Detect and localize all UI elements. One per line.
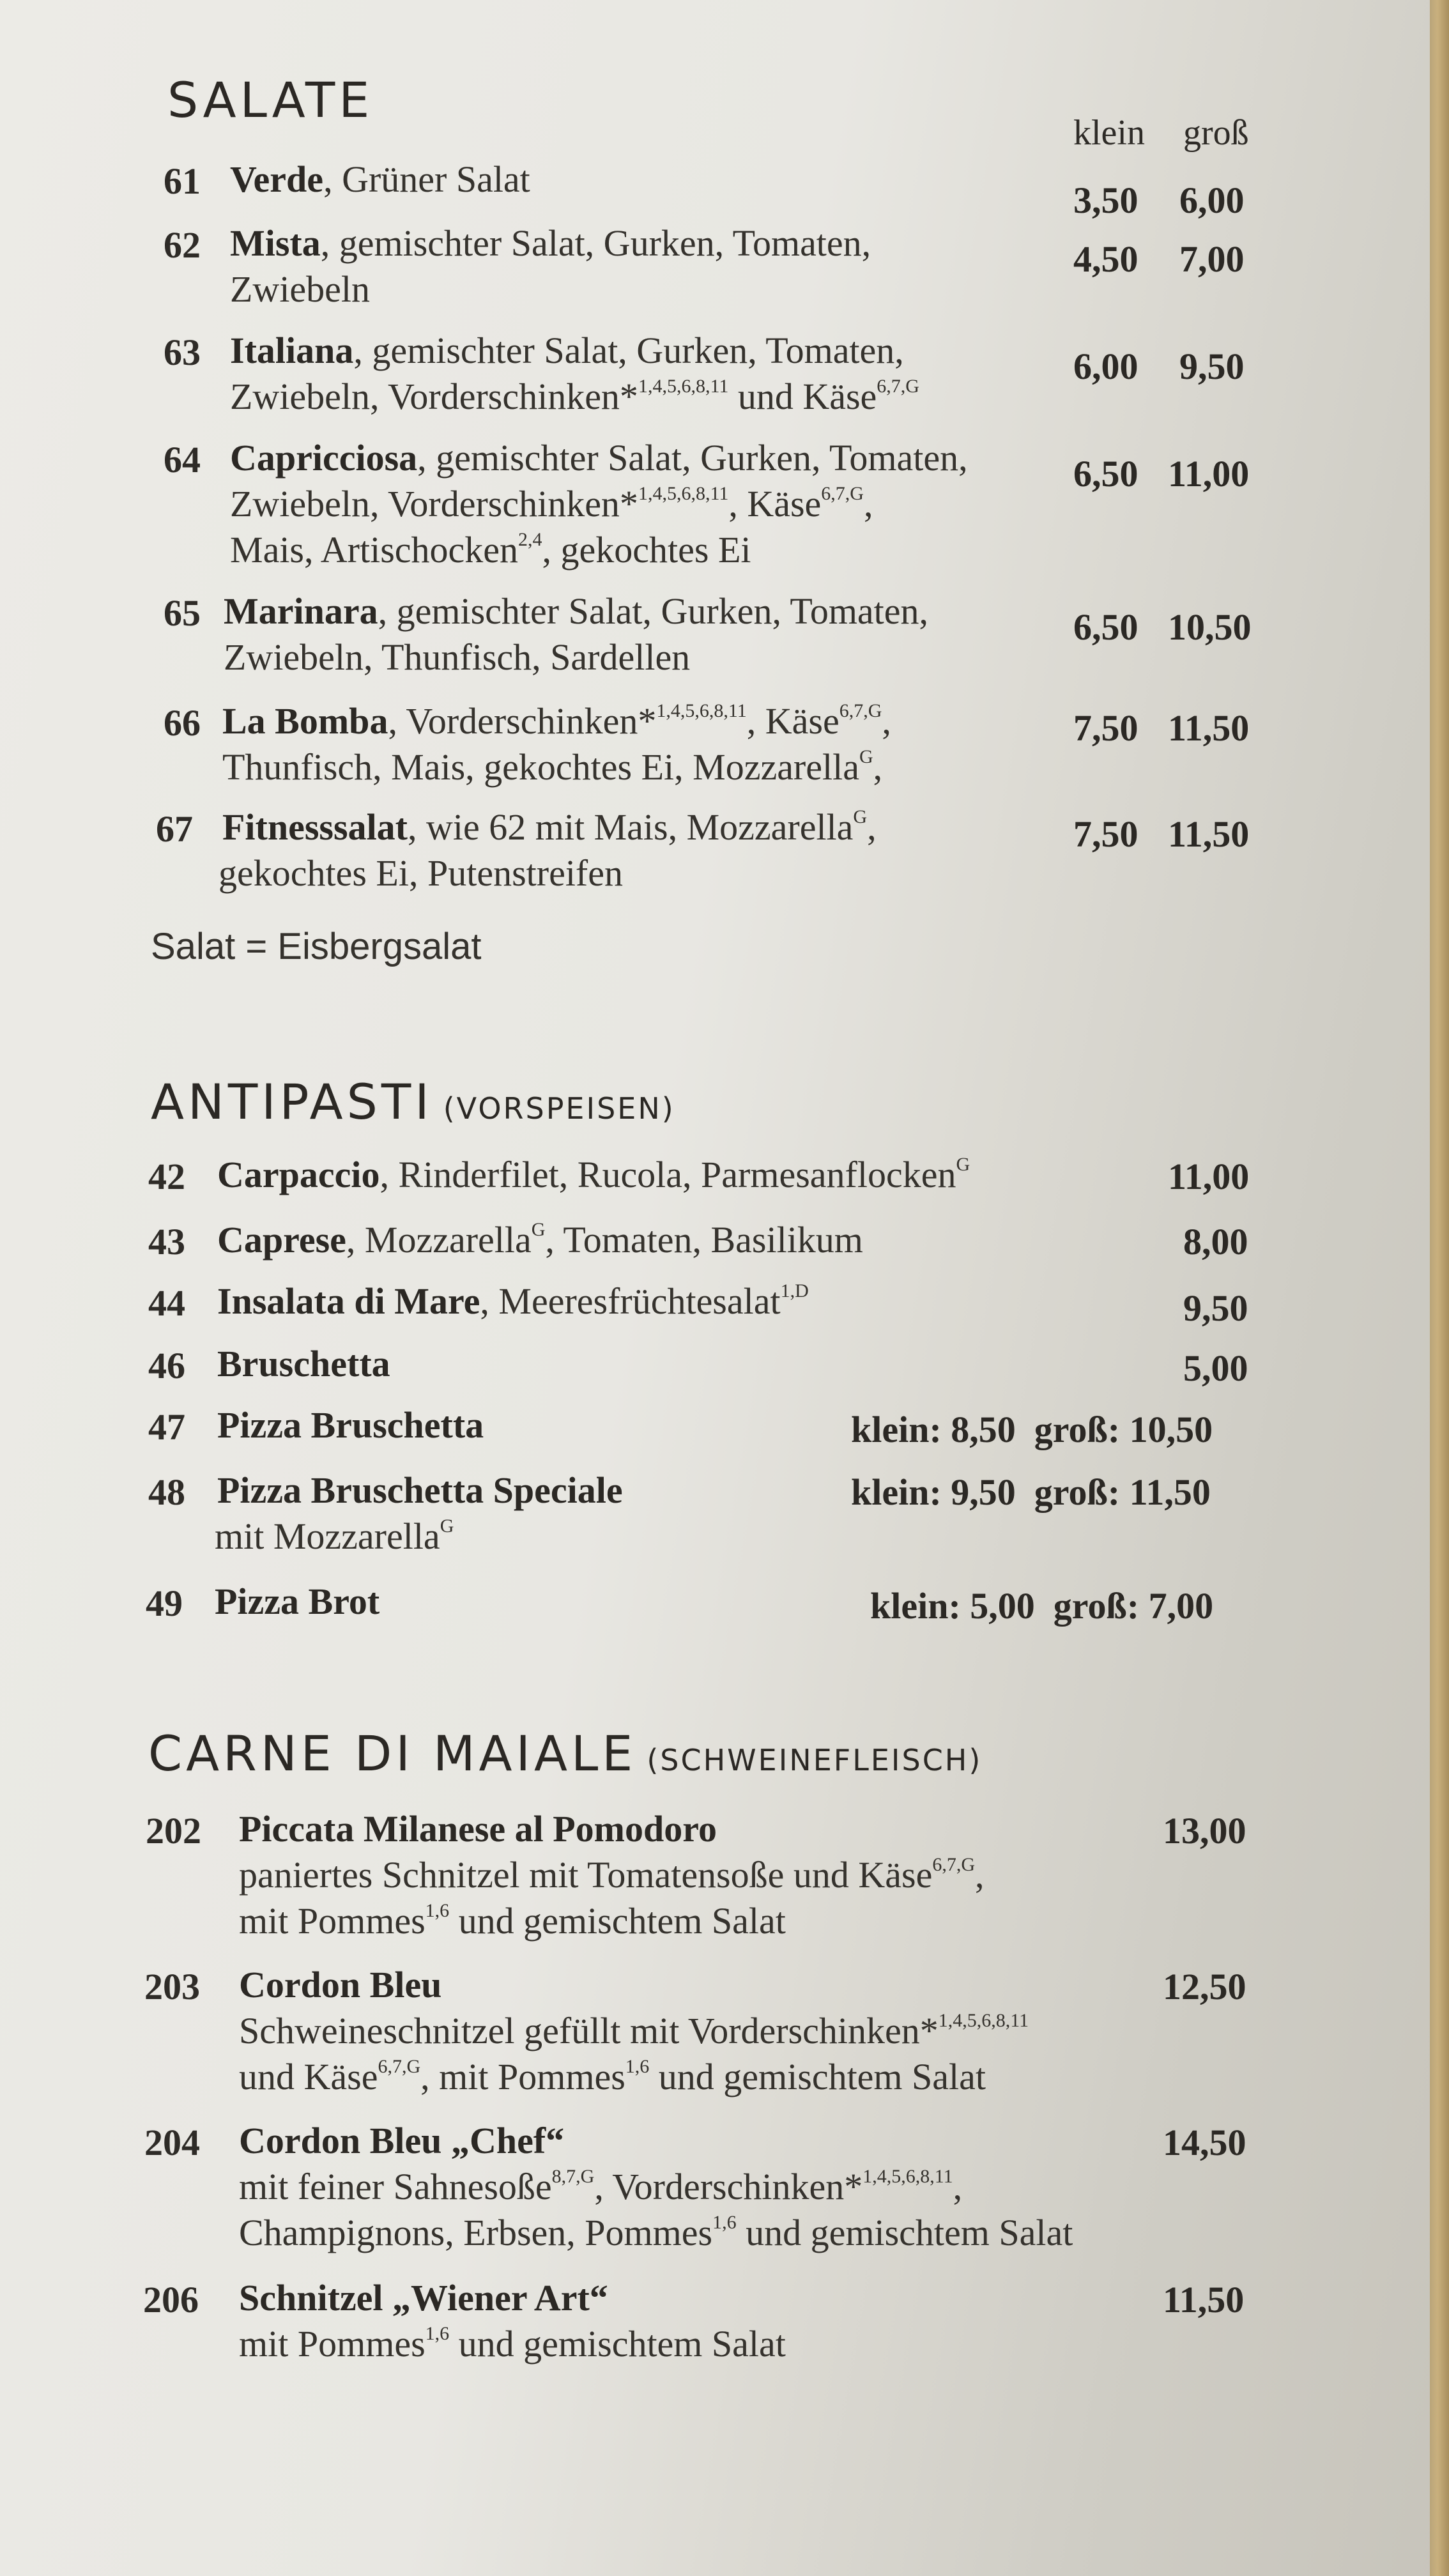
item-description: Insalata di Mare, Meeresfrüchtesalat$^{1,D}$: [217, 1280, 809, 1322]
item-description: [239, 1959, 441, 2011]
item-description-line2: Thunfisch, Mais, gekochtes Ei, Mozzarella$^G$,: [222, 746, 883, 788]
item-description: Mista, gemischter Salat, Gurken, Tomaten,: [230, 222, 871, 264]
item-price: 11,00: [1168, 1156, 1250, 1197]
price-small: 7,50: [1073, 707, 1138, 749]
item-price: 5,00: [1183, 1347, 1248, 1389]
price-large: 6,00: [1179, 180, 1245, 221]
item-name: Capricciosa: [230, 437, 418, 479]
price-small: 4,50: [1073, 238, 1138, 280]
item-description: [239, 2115, 564, 2167]
item-name: Bruschetta: [217, 1343, 390, 1384]
item-description-line2: Zwiebeln: [230, 268, 371, 310]
item-number: 42: [148, 1156, 185, 1197]
item-description-line3: und Käse$^{6,7,G}$, mit Pommes$^{1,6}$ und gemischtem Salat: [239, 2056, 986, 2097]
item-description: Carpaccio, Rinderfilet, Rucola, Parmesanflocken$^G$: [217, 1154, 970, 1195]
item-number: 204: [144, 2122, 200, 2163]
item-number: 66: [164, 702, 201, 744]
item-description-line2: Zwiebeln, Vorderschinken*$^{1,4,5,6,8,11}$, Käse$^{6,7,G}$,: [230, 483, 873, 525]
item-description-line2: Schweineschnitzel gefüllt mit Vorderschinken*$^{1,4,5,6,8,11}$: [239, 2010, 1029, 2051]
item-name: Pizza Brot: [215, 1581, 380, 1622]
item-number: 203: [144, 1966, 200, 2007]
item-name: Pizza Bruschetta: [217, 1404, 484, 1446]
item-name: La Bomba: [222, 700, 388, 742]
item-name: Fitnesssalat: [222, 806, 408, 848]
section-title: ANTIPASTI: [151, 1073, 433, 1130]
item-price: 9,50: [1183, 1287, 1248, 1329]
section-heading-salate: [167, 72, 373, 128]
item-number: 62: [164, 224, 201, 266]
item-number: 202: [146, 1810, 201, 1851]
item-number: 47: [148, 1406, 185, 1448]
item-description: Marinara, gemischter Salat, Gurken, Tomaten,: [224, 590, 929, 632]
section-title: CARNE DI MAIALE: [148, 1725, 637, 1782]
item-number: 48: [148, 1471, 185, 1513]
item-price: 11,50: [1163, 2279, 1245, 2320]
item-name: Marinara: [224, 590, 378, 632]
item-description-line2: mit Mozzarella$^G$: [215, 1515, 454, 1557]
item-description: [217, 1464, 623, 1517]
item-description-line3: mit Pommes$^{1,6}$ und gemischtem Salat: [239, 1900, 786, 1942]
item-description: [239, 2272, 608, 2324]
item-name: Verde: [230, 158, 324, 200]
item-name: Cordon Bleu: [239, 1964, 442, 2005]
item-price: klein: 5,00 groß: 7,00: [870, 1585, 1214, 1627]
item-description: Verde, Grüner Salat: [230, 158, 530, 200]
item-description-line2: mit feiner Sahnesoße$^{8,7,G}$, Vorderschinken*$^{1,4,5,6,8,11}$,: [239, 2166, 963, 2207]
item-description: [217, 1399, 484, 1452]
item-name: Schnitzel „Wiener Art“: [239, 2277, 608, 2319]
price-large: 7,00: [1179, 238, 1245, 280]
item-number: 43: [148, 1221, 185, 1262]
column-header-large: groß: [1183, 113, 1249, 153]
item-description: [239, 1803, 717, 1855]
price-large: 11,00: [1168, 453, 1250, 494]
section-subtitle: (VORSPEISEN): [443, 1091, 675, 1126]
item-number: 65: [164, 592, 201, 634]
price-large: 11,50: [1168, 707, 1250, 749]
item-name: Piccata Milanese al Pomodoro: [239, 1808, 717, 1850]
item-description: Caprese, Mozzarella$^G$, Tomaten, Basilikum: [217, 1219, 863, 1261]
salad-note: Salat = Eisbergsalat: [151, 926, 482, 967]
item-name: Caprese: [217, 1219, 346, 1261]
item-description-line2: mit Pommes$^{1,6}$ und gemischtem Salat: [239, 2323, 786, 2365]
price-small: 7,50: [1073, 813, 1138, 855]
item-name: Insalata di Mare: [217, 1280, 480, 1322]
item-description-line3: Mais, Artischocken$^{2,4}$, gekochtes Ei: [230, 529, 751, 571]
item-description: Capricciosa, gemischter Salat, Gurken, Tomaten,: [230, 437, 968, 479]
menu-edge: [1430, 0, 1449, 2576]
item-number: 64: [164, 439, 201, 480]
item-description-line3: Champignons, Erbsen, Pommes$^{1,6}$ und gemischtem Salat: [239, 2212, 1073, 2253]
price-small: 3,50: [1073, 180, 1138, 221]
column-header-small: klein: [1073, 113, 1145, 153]
item-name: Pizza Bruschetta Speciale: [217, 1469, 623, 1511]
item-number: 206: [143, 2279, 199, 2320]
price-large: 10,50: [1168, 606, 1252, 648]
item-description: [215, 1575, 379, 1628]
item-description: La Bomba, Vorderschinken*$^{1,4,5,6,8,11}$, Käse$^{6,7,G}$,: [222, 700, 891, 742]
item-name: Carpaccio: [217, 1154, 380, 1195]
item-name: Mista: [230, 222, 321, 264]
item-description-line2: gekochtes Ei, Putenstreifen: [218, 852, 623, 894]
item-price: 13,00: [1163, 1810, 1246, 1851]
section-heading-antipasti: [151, 1073, 675, 1130]
item-name: Cordon Bleu „Chef“: [239, 2120, 565, 2161]
item-price: klein: 9,50 groß: 11,50: [851, 1471, 1211, 1513]
item-number: 46: [148, 1345, 185, 1386]
item-price: 12,50: [1163, 1966, 1246, 2007]
item-number: 67: [156, 808, 193, 850]
item-description: [217, 1338, 390, 1390]
item-description-line2: Zwiebeln, Vorderschinken*$^{1,4,5,6,8,11}$ und Käse$^{6,7,G}$: [230, 376, 919, 417]
section-subtitle: (SCHWEINEFLEISCH): [647, 1743, 983, 1777]
item-number: 49: [146, 1583, 183, 1624]
item-description-line2: Zwiebeln, Thunfisch, Sardellen: [224, 636, 691, 678]
price-small: 6,50: [1073, 453, 1138, 494]
price-large: 9,50: [1179, 346, 1245, 387]
item-name: Italiana: [230, 330, 354, 371]
price-small: 6,00: [1073, 346, 1138, 387]
item-number: 61: [164, 160, 201, 202]
item-price: 8,00: [1183, 1221, 1248, 1262]
price-large: 11,50: [1168, 813, 1250, 855]
item-price: 14,50: [1163, 2122, 1246, 2163]
item-description-line2: paniertes Schnitzel mit Tomatensoße und Käse$^{6,7,G}$,: [239, 1854, 985, 1896]
item-description: Italiana, gemischter Salat, Gurken, Tomaten,: [230, 330, 904, 371]
section-title: SALATE: [167, 72, 374, 128]
section-heading-carne: [148, 1725, 982, 1782]
item-number: 63: [164, 332, 201, 373]
item-price: klein: 8,50 groß: 10,50: [851, 1409, 1213, 1450]
item-number: 44: [148, 1282, 185, 1324]
price-small: 6,50: [1073, 606, 1138, 648]
item-description: Fitnesssalat, wie 62 mit Mais, Mozzarella$^G$,: [222, 806, 877, 848]
